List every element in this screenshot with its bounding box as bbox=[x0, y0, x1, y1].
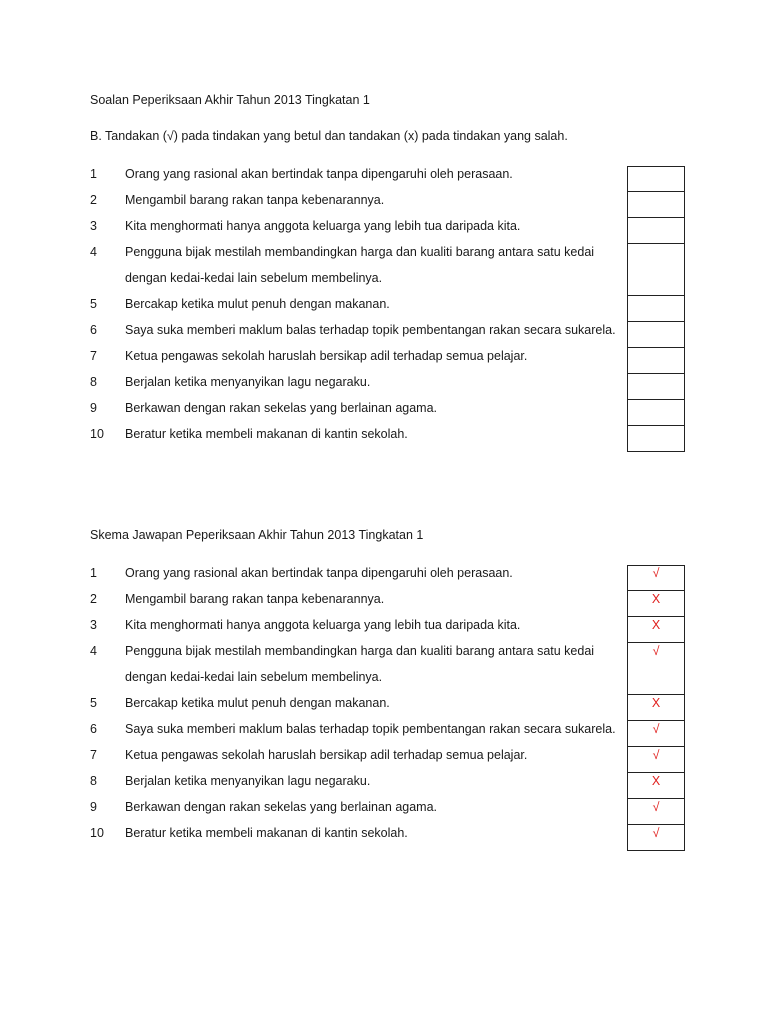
question-number: 6 bbox=[90, 323, 97, 337]
answer-item-text: Mengambil barang rakan tanpa kebenarannya. bbox=[125, 592, 385, 606]
answer-item-text-continuation: dengan kedai-kedai lain sebelum membelinya. bbox=[125, 670, 383, 684]
answer-number: 8 bbox=[90, 774, 97, 788]
answer-number: 9 bbox=[90, 800, 97, 814]
question-text: Ketua pengawas sekolah haruslah bersikap adil terhadap semua pelajar. bbox=[125, 349, 528, 363]
answer-section-title: Skema Jawapan Peperiksaan Akhir Tahun 2013 Tingkatan 1 bbox=[90, 528, 424, 542]
answer-number: 5 bbox=[90, 696, 97, 710]
answer-mark: X bbox=[651, 696, 661, 710]
answer-box[interactable] bbox=[627, 426, 685, 452]
question-number: 8 bbox=[90, 375, 97, 389]
answer-box[interactable] bbox=[627, 348, 685, 374]
answer-mark: √ bbox=[652, 800, 660, 814]
answer-item-text: Saya suka memberi maklum balas terhadap topik pembentangan rakan secara sukarela. bbox=[125, 722, 616, 736]
question-text-continuation: dengan kedai-kedai lain sebelum membelinya. bbox=[125, 271, 383, 285]
answer-mark: √ bbox=[652, 826, 660, 840]
answer-mark: √ bbox=[652, 644, 660, 658]
answer-mark: √ bbox=[652, 748, 660, 762]
answer-mark: √ bbox=[652, 566, 660, 580]
answer-item-text: Bercakap ketika mulut penuh dengan makanan. bbox=[125, 696, 390, 710]
question-text: Berkawan dengan rakan sekelas yang berlainan agama. bbox=[125, 401, 438, 415]
answer-box[interactable] bbox=[627, 400, 685, 426]
question-text: Mengambil barang rakan tanpa kebenarannya. bbox=[125, 193, 385, 207]
question-text: Bercakap ketika mulut penuh dengan makanan. bbox=[125, 297, 390, 311]
answer-item-text: Beratur ketika membeli makanan di kantin sekolah. bbox=[125, 826, 408, 840]
question-number: 2 bbox=[90, 193, 97, 207]
question-number: 1 bbox=[90, 167, 97, 181]
question-number: 10 bbox=[90, 427, 104, 441]
answer-item-text: Pengguna bijak mestilah membandingkan harga dan kualiti barang antara satu kedai bbox=[125, 644, 595, 658]
answer-box[interactable] bbox=[627, 296, 685, 322]
answer-mark: X bbox=[651, 592, 661, 606]
question-number: 4 bbox=[90, 245, 97, 259]
answer-number: 6 bbox=[90, 722, 97, 736]
question-text: Orang yang rasional akan bertindak tanpa dipengaruhi oleh perasaan. bbox=[125, 167, 513, 181]
question-number: 7 bbox=[90, 349, 97, 363]
answer-box[interactable] bbox=[627, 244, 685, 296]
answer-mark: X bbox=[651, 774, 661, 788]
answer-item-text: Ketua pengawas sekolah haruslah bersikap adil terhadap semua pelajar. bbox=[125, 748, 528, 762]
answer-item-text: Orang yang rasional akan bertindak tanpa dipengaruhi oleh perasaan. bbox=[125, 566, 513, 580]
answer-item-text: Kita menghormati hanya anggota keluarga yang lebih tua daripada kita. bbox=[125, 618, 521, 632]
question-number: 5 bbox=[90, 297, 97, 311]
question-text: Saya suka memberi maklum balas terhadap topik pembentangan rakan secara sukarela. bbox=[125, 323, 616, 337]
answer-number: 4 bbox=[90, 644, 97, 658]
question-number: 3 bbox=[90, 219, 97, 233]
question-number: 9 bbox=[90, 401, 97, 415]
question-text: Pengguna bijak mestilah membandingkan harga dan kualiti barang antara satu kedai bbox=[125, 245, 595, 259]
answer-item-text: Berjalan ketika menyanyikan lagu negaraku. bbox=[125, 774, 371, 788]
answer-number: 1 bbox=[90, 566, 97, 580]
answer-number: 2 bbox=[90, 592, 97, 606]
answer-box[interactable] bbox=[627, 218, 685, 244]
answer-number: 3 bbox=[90, 618, 97, 632]
answer-box[interactable] bbox=[627, 374, 685, 400]
question-text: Berjalan ketika menyanyikan lagu negaraku. bbox=[125, 375, 371, 389]
answer-box[interactable] bbox=[627, 166, 685, 192]
answer-mark: √ bbox=[652, 722, 660, 736]
question-section-title: Soalan Peperiksaan Akhir Tahun 2013 Tingkatan 1 bbox=[90, 93, 370, 107]
answer-mark: X bbox=[651, 618, 661, 632]
answer-number: 10 bbox=[90, 826, 104, 840]
question-instruction: B. Tandakan (√) pada tindakan yang betul dan tandakan (x) pada tindakan yang salah. bbox=[90, 129, 568, 143]
question-text: Beratur ketika membeli makanan di kantin sekolah. bbox=[125, 427, 408, 441]
answer-box[interactable] bbox=[627, 322, 685, 348]
answer-number: 7 bbox=[90, 748, 97, 762]
question-text: Kita menghormati hanya anggota keluarga yang lebih tua daripada kita. bbox=[125, 219, 521, 233]
answer-box[interactable] bbox=[627, 192, 685, 218]
answer-item-text: Berkawan dengan rakan sekelas yang berlainan agama. bbox=[125, 800, 438, 814]
